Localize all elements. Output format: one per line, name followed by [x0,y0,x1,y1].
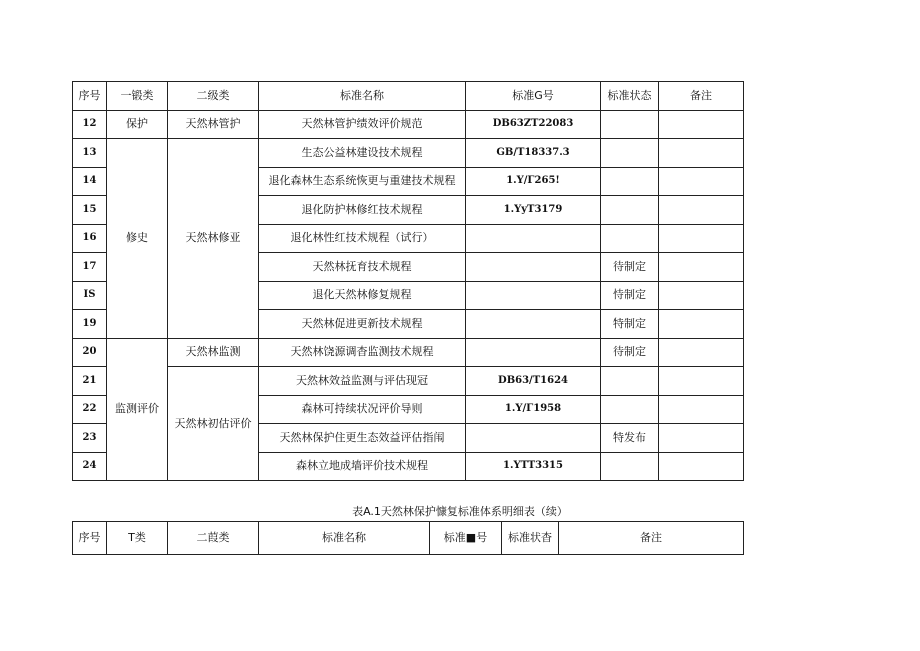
category-2: 天然林管护 [168,110,259,139]
row-number: 24 [73,452,107,481]
standard-name: 退化防护林修红技术规程 [259,196,466,225]
row-number: 22 [73,395,107,424]
header-cell: 标准状态 [601,82,659,111]
header-cell: 二级类 [168,82,259,111]
category-1: 保护 [107,110,168,139]
category-2: 天然林监测 [168,338,259,367]
category-1: 监测评价 [107,338,168,481]
header-cell: 二葭类 [168,522,259,555]
table-row [73,110,744,139]
standard-name: 天然林促进更新技术规程 [259,310,466,339]
standard-status [601,395,659,424]
standard-code: DB63/T1624 [466,367,601,396]
table-row [73,338,744,367]
header-cell: 标准■号 [430,522,502,555]
note [659,395,744,424]
standard-code: 1.YyT3179 [466,196,601,225]
table-header-row [73,522,744,555]
standard-status [601,196,659,225]
standard-status [601,110,659,139]
table-row [73,367,744,396]
standard-code [466,253,601,282]
standard-code [466,338,601,367]
header-cell: 序号 [73,82,107,111]
standard-name: 森林立地成墙评价技术规程 [259,452,466,481]
standard-status [601,224,659,253]
note [659,424,744,453]
standard-code: GB/T18337.3 [466,139,601,168]
standard-status: 待制定 [601,338,659,367]
row-number: 20 [73,338,107,367]
note [659,310,744,339]
header-cell: 标准G号 [466,82,601,111]
standard-code [466,281,601,310]
standard-name: 退化森林生态系统恢更与重建技术规程 [259,167,466,196]
standard-code: DB63ZT22083 [466,110,601,139]
table-row [73,139,744,168]
header-cell: T类 [107,522,168,555]
table-header-row [73,82,744,111]
standard-status [601,139,659,168]
standard-name: 天然林饶源调杳监测技术规程 [259,338,466,367]
standard-status: 特制定 [601,310,659,339]
standard-code: 1.YTT3315 [466,452,601,481]
note [659,224,744,253]
standard-code [466,310,601,339]
note [659,452,744,481]
row-number: 21 [73,367,107,396]
standard-code [466,424,601,453]
standards-table-continued [72,521,744,555]
standard-name: 天然林抚育技术规程 [259,253,466,282]
standard-name: 天然林管护绩效评价规范 [259,110,466,139]
header-cell: 序号 [73,522,107,555]
row-number: 12 [73,110,107,139]
standard-name: 森林可持续状况评价导则 [259,395,466,424]
note [659,338,744,367]
header-cell: 备注 [659,82,744,111]
standard-status: 特发布 [601,424,659,453]
row-number: 15 [73,196,107,225]
note [659,196,744,225]
row-number: 23 [73,424,107,453]
note [659,281,744,310]
note [659,253,744,282]
row-number: 17 [73,253,107,282]
standard-status: 待制定 [601,253,659,282]
category-1: 修史 [107,139,168,339]
row-number: 13 [73,139,107,168]
row-number: 19 [73,310,107,339]
table-caption: 表A.1天然林保护慷复标准体系明细表（续） [352,505,568,518]
standard-status [601,367,659,396]
note [659,139,744,168]
row-number: 16 [73,224,107,253]
header-cell: 标准状杳 [502,522,559,555]
row-number: 14 [73,167,107,196]
header-cell: 标准名称 [259,82,466,111]
standard-code [466,224,601,253]
note [659,167,744,196]
standard-code: 1.Y/Γ1958 [466,395,601,424]
standard-name: 退化天然林修复规程 [259,281,466,310]
note [659,110,744,139]
header-cell: 标准名称 [259,522,430,555]
note [659,367,744,396]
standard-status: 恃制定 [601,281,659,310]
standard-name: 退化林性红技术规程（试行） [259,224,466,253]
standard-name: 天然林保护住更生态效益评估指闱 [259,424,466,453]
standard-name: 天然林效益监测与评估现冠 [259,367,466,396]
standard-status [601,452,659,481]
standard-code: 1.Y/Γ265! [466,167,601,196]
standards-table [72,81,744,481]
row-number: IS [73,281,107,310]
category-2: 天然林初估评价 [168,367,259,481]
standard-status [601,167,659,196]
header-cell: 一锻类 [107,82,168,111]
standard-name: 生态公益林建设技术规程 [259,139,466,168]
category-2: 天然林修亚 [168,139,259,339]
header-cell: 备注 [559,522,744,555]
